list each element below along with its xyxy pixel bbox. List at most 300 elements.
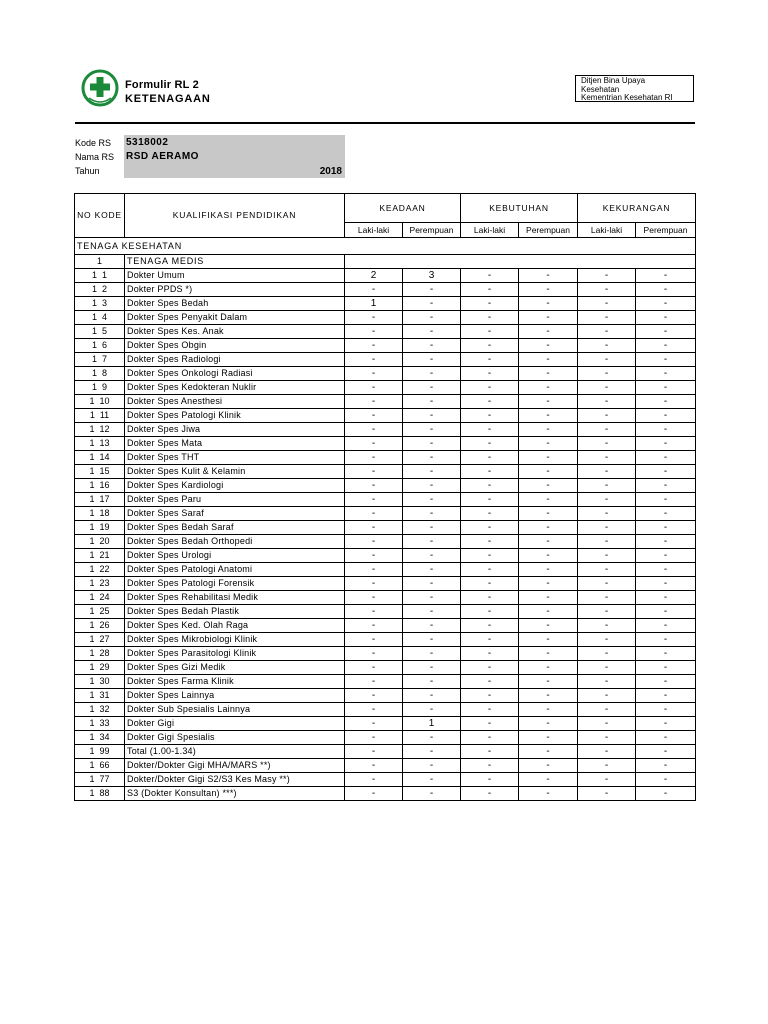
row-value: - (403, 465, 461, 479)
row-value: - (578, 591, 636, 605)
row-value: - (519, 689, 578, 703)
row-code: 1 29 (75, 661, 125, 675)
row-value: - (461, 283, 519, 297)
table-row (75, 787, 696, 801)
subsection-label: TENAGA MEDIS (125, 255, 345, 269)
row-qualification: Dokter Spes Farma Klinik (125, 675, 345, 689)
table-row (75, 409, 696, 423)
table-row (75, 437, 696, 451)
row-qualification: Dokter Spes Kes. Anak (125, 325, 345, 339)
row-value: - (461, 535, 519, 549)
row-value: - (461, 577, 519, 591)
row-value: - (519, 787, 578, 801)
row-value: - (636, 451, 696, 465)
row-code: 1 14 (75, 451, 125, 465)
table-row (75, 493, 696, 507)
row-value: - (636, 521, 696, 535)
agency-line: Kesehatan (581, 84, 620, 94)
row-value: - (461, 661, 519, 675)
header-divider (75, 122, 695, 124)
row-value: - (461, 787, 519, 801)
table-row (75, 479, 696, 493)
row-qualification: Dokter Spes Ked. Olah Raga (125, 619, 345, 633)
row-value: - (578, 283, 636, 297)
row-value: - (345, 703, 403, 717)
tahun-value: 2018 (319, 166, 342, 177)
row-value: - (578, 297, 636, 311)
row-value: - (461, 353, 519, 367)
row-value: - (403, 787, 461, 801)
row-qualification: Dokter Spes Gizi Medik (125, 661, 345, 675)
row-value: - (578, 661, 636, 675)
row-qualification: Dokter Spes Mikrobiologi Klinik (125, 633, 345, 647)
row-code: 1 25 (75, 605, 125, 619)
row-value: - (578, 493, 636, 507)
row-value: - (461, 381, 519, 395)
row-value: - (461, 773, 519, 787)
row-qualification: Dokter Spes Obgin (125, 339, 345, 353)
row-value: - (345, 367, 403, 381)
row-value: - (461, 633, 519, 647)
sub-laki: Laki-laki (461, 223, 519, 238)
row-value: 3 (403, 269, 461, 283)
row-value: - (636, 703, 696, 717)
row-value: - (636, 325, 696, 339)
table-row (75, 395, 696, 409)
row-value: - (578, 325, 636, 339)
row-value: - (519, 577, 578, 591)
row-value: - (519, 297, 578, 311)
row-qualification: Dokter Umum (125, 269, 345, 283)
row-value: - (519, 703, 578, 717)
table-row (75, 535, 696, 549)
row-code: 1 9 (75, 381, 125, 395)
sub-laki: Laki-laki (345, 223, 403, 238)
row-value: - (519, 381, 578, 395)
row-value: - (461, 605, 519, 619)
row-value: - (461, 493, 519, 507)
row-value: - (461, 563, 519, 577)
row-value: - (578, 269, 636, 283)
kode-value: 5318002 (126, 137, 169, 148)
row-value: - (345, 731, 403, 745)
table-row (75, 339, 696, 353)
row-value: 1 (345, 297, 403, 311)
row-qualification: Dokter Spes Penyakit Dalam (125, 311, 345, 325)
row-value: - (461, 311, 519, 325)
row-qualification: Dokter Spes Bedah (125, 297, 345, 311)
row-value: - (403, 661, 461, 675)
row-value: - (345, 381, 403, 395)
row-value: - (578, 787, 636, 801)
row-value: - (345, 577, 403, 591)
row-value: - (403, 409, 461, 423)
row-value: - (403, 297, 461, 311)
row-value: - (345, 773, 403, 787)
row-value: - (636, 717, 696, 731)
row-value: - (636, 661, 696, 675)
row-code: 1 20 (75, 535, 125, 549)
table-row (75, 675, 696, 689)
row-value: - (519, 633, 578, 647)
row-value: - (403, 731, 461, 745)
row-value: - (578, 479, 636, 493)
table-row (75, 633, 696, 647)
row-value: - (345, 325, 403, 339)
row-value: - (578, 717, 636, 731)
row-value: - (345, 689, 403, 703)
row-code: 1 11 (75, 409, 125, 423)
col-no-kode: NO KODE (75, 194, 125, 238)
row-qualification: Dokter Spes Saraf (125, 507, 345, 521)
row-value: - (461, 647, 519, 661)
row-value: - (403, 479, 461, 493)
row-value: - (636, 745, 696, 759)
table-row (75, 423, 696, 437)
table-row (75, 647, 696, 661)
row-value: - (345, 759, 403, 773)
row-value: - (461, 269, 519, 283)
row-value: - (403, 311, 461, 325)
row-code: 1 77 (75, 773, 125, 787)
row-qualification: Dokter Spes Paru (125, 493, 345, 507)
sub-perempuan: Perempuan (519, 223, 578, 238)
row-value: - (403, 339, 461, 353)
row-value: - (345, 549, 403, 563)
table-row (75, 269, 696, 283)
row-value: - (345, 283, 403, 297)
table-row (75, 297, 696, 311)
row-value: - (519, 549, 578, 563)
table-row (75, 731, 696, 745)
row-value: - (636, 493, 696, 507)
row-code: 1 21 (75, 549, 125, 563)
table-row (75, 325, 696, 339)
row-value: - (636, 605, 696, 619)
row-value: - (403, 437, 461, 451)
row-value: - (519, 423, 578, 437)
row-code: 1 30 (75, 675, 125, 689)
row-code: 1 28 (75, 647, 125, 661)
row-qualification: Dokter Spes Patologi Anatomi (125, 563, 345, 577)
row-value: - (461, 437, 519, 451)
table-row (75, 549, 696, 563)
row-qualification: Dokter Spes Radiologi (125, 353, 345, 367)
row-code: 1 12 (75, 423, 125, 437)
row-value: - (403, 521, 461, 535)
row-value: - (519, 395, 578, 409)
row-value: - (345, 423, 403, 437)
table-row (75, 507, 696, 521)
row-value: - (461, 409, 519, 423)
row-code: 1 32 (75, 703, 125, 717)
row-value: - (345, 339, 403, 353)
row-value: - (519, 507, 578, 521)
row-value: - (636, 563, 696, 577)
ketenagaan-table (74, 193, 696, 801)
row-value: - (461, 745, 519, 759)
row-value: - (345, 633, 403, 647)
row-value: - (519, 535, 578, 549)
row-value: - (578, 605, 636, 619)
row-value: 2 (345, 269, 403, 283)
form-title: Formulir RL 2 (125, 79, 199, 91)
row-value: - (519, 563, 578, 577)
row-value: - (636, 689, 696, 703)
row-value: - (636, 535, 696, 549)
row-value: - (461, 325, 519, 339)
row-code: 1 6 (75, 339, 125, 353)
row-value: - (461, 549, 519, 563)
row-qualification: Dokter Spes THT (125, 451, 345, 465)
agency-box (575, 75, 694, 102)
row-code: 1 33 (75, 717, 125, 731)
row-value: - (578, 521, 636, 535)
row-value: - (519, 269, 578, 283)
section-label: TENAGA KESEHATAN (75, 238, 696, 255)
row-value: - (345, 745, 403, 759)
row-value: - (403, 493, 461, 507)
row-value: - (578, 703, 636, 717)
row-value: - (636, 367, 696, 381)
row-qualification: Dokter Spes Bedah Plastik (125, 605, 345, 619)
row-code: 1 26 (75, 619, 125, 633)
row-value: - (636, 787, 696, 801)
row-value: - (403, 675, 461, 689)
row-value: - (461, 339, 519, 353)
row-code: 1 19 (75, 521, 125, 535)
row-value: - (578, 563, 636, 577)
table-row (75, 521, 696, 535)
row-value: - (403, 325, 461, 339)
table-row (75, 661, 696, 675)
row-value: - (519, 325, 578, 339)
subsection-blank (345, 255, 696, 269)
agency-line: Kementrian Kesehatan RI (581, 93, 673, 102)
row-value: - (578, 689, 636, 703)
row-value: - (403, 591, 461, 605)
row-value: - (578, 773, 636, 787)
row-code: 1 7 (75, 353, 125, 367)
row-value: - (636, 269, 696, 283)
row-value: - (345, 507, 403, 521)
table-row (75, 591, 696, 605)
row-qualification: Dokter Gigi (125, 717, 345, 731)
row-value: - (578, 731, 636, 745)
table-row (75, 605, 696, 619)
row-value: - (636, 647, 696, 661)
row-value: - (345, 451, 403, 465)
row-value: - (403, 395, 461, 409)
row-value: - (636, 423, 696, 437)
sub-perempuan: Perempuan (636, 223, 696, 238)
row-value: - (461, 521, 519, 535)
table-row (75, 745, 696, 759)
row-value: - (519, 493, 578, 507)
row-value: - (636, 311, 696, 325)
row-value: - (461, 395, 519, 409)
row-value: - (578, 367, 636, 381)
row-value: - (519, 745, 578, 759)
row-qualification: Dokter Spes Parasitologi Klinik (125, 647, 345, 661)
row-qualification: Dokter Spes Jiwa (125, 423, 345, 437)
row-value: - (345, 465, 403, 479)
table-row (75, 353, 696, 367)
row-value: - (636, 479, 696, 493)
row-value: - (461, 689, 519, 703)
row-qualification: Dokter Spes Patologi Forensik (125, 577, 345, 591)
row-value: - (403, 633, 461, 647)
row-value: - (578, 759, 636, 773)
row-value: - (636, 297, 696, 311)
row-value: - (578, 465, 636, 479)
row-value: - (519, 353, 578, 367)
row-value: - (461, 507, 519, 521)
row-value: - (461, 675, 519, 689)
row-value: - (636, 353, 696, 367)
row-value: 1 (403, 717, 461, 731)
row-value: - (519, 451, 578, 465)
row-value: - (403, 703, 461, 717)
row-value: - (519, 479, 578, 493)
row-value: - (345, 619, 403, 633)
row-value: - (403, 507, 461, 521)
row-qualification: Dokter Spes Mata (125, 437, 345, 451)
row-code: 1 18 (75, 507, 125, 521)
row-qualification: Dokter PPDS *) (125, 283, 345, 297)
row-value: - (636, 577, 696, 591)
row-qualification: Dokter Spes Urologi (125, 549, 345, 563)
row-value: - (578, 745, 636, 759)
table-row (75, 577, 696, 591)
row-value: - (519, 339, 578, 353)
row-value: - (636, 549, 696, 563)
row-value: - (636, 759, 696, 773)
row-value: - (578, 311, 636, 325)
row-value: - (578, 647, 636, 661)
row-qualification: Dokter Spes Onkologi Radiasi (125, 367, 345, 381)
row-value: - (636, 437, 696, 451)
group-kebutuhan: KEBUTUHAN (461, 194, 578, 223)
row-value: - (403, 353, 461, 367)
row-value: - (578, 353, 636, 367)
row-value: - (461, 297, 519, 311)
row-value: - (636, 283, 696, 297)
row-value: - (636, 409, 696, 423)
row-value: - (636, 731, 696, 745)
row-value: - (578, 507, 636, 521)
row-value: - (345, 409, 403, 423)
row-value: - (461, 479, 519, 493)
row-value: - (461, 465, 519, 479)
row-qualification: Total (1.00-1.34) (125, 745, 345, 759)
row-code: 1 27 (75, 633, 125, 647)
kemenkes-logo-icon (80, 68, 120, 108)
row-value: - (519, 605, 578, 619)
row-value: - (461, 451, 519, 465)
row-value: - (461, 703, 519, 717)
row-qualification: Dokter Spes Rehabilitasi Medik (125, 591, 345, 605)
row-value: - (403, 689, 461, 703)
row-value: - (403, 647, 461, 661)
row-value: - (461, 591, 519, 605)
row-value: - (519, 311, 578, 325)
row-value: - (403, 745, 461, 759)
row-value: - (636, 465, 696, 479)
row-value: - (403, 605, 461, 619)
row-qualification: Dokter Spes Patologi Klinik (125, 409, 345, 423)
table-row (75, 689, 696, 703)
row-value: - (461, 759, 519, 773)
row-code: 1 13 (75, 437, 125, 451)
row-value: - (519, 283, 578, 297)
row-qualification: Dokter/Dokter Gigi S2/S3 Kes Masy **) (125, 773, 345, 787)
subsection-no: 1 (75, 255, 125, 269)
row-value: - (519, 717, 578, 731)
row-value: - (578, 451, 636, 465)
row-value: - (345, 353, 403, 367)
row-value: - (345, 675, 403, 689)
row-code: 1 2 (75, 283, 125, 297)
tahun-label: Tahun (75, 166, 100, 176)
table-row (75, 367, 696, 381)
row-value: - (519, 661, 578, 675)
row-value: - (519, 591, 578, 605)
table-row (75, 717, 696, 731)
row-code: 1 1 (75, 269, 125, 283)
row-value: - (519, 409, 578, 423)
row-value: - (345, 311, 403, 325)
table-row (75, 563, 696, 577)
row-value: - (578, 549, 636, 563)
row-value: - (519, 437, 578, 451)
row-value: - (345, 535, 403, 549)
row-code: 1 66 (75, 759, 125, 773)
row-code: 1 31 (75, 689, 125, 703)
table-row (75, 619, 696, 633)
row-value: - (578, 535, 636, 549)
row-qualification: Dokter Spes Kulit & Kelamin (125, 465, 345, 479)
row-value: - (403, 283, 461, 297)
row-value: - (636, 339, 696, 353)
row-value: - (403, 759, 461, 773)
sub-perempuan: Perempuan (403, 223, 461, 238)
row-value: - (578, 409, 636, 423)
table-row (75, 773, 696, 787)
row-value: - (519, 521, 578, 535)
row-value: - (578, 577, 636, 591)
row-value: - (636, 675, 696, 689)
table-row (75, 759, 696, 773)
row-value: - (519, 773, 578, 787)
row-code: 1 8 (75, 367, 125, 381)
row-value: - (345, 395, 403, 409)
row-value: - (345, 591, 403, 605)
row-code: 1 34 (75, 731, 125, 745)
row-code: 1 17 (75, 493, 125, 507)
row-value: - (578, 339, 636, 353)
row-value: - (636, 633, 696, 647)
row-qualification: Dokter Gigi Spesialis (125, 731, 345, 745)
row-value: - (345, 661, 403, 675)
table-row (75, 703, 696, 717)
row-value: - (403, 563, 461, 577)
col-kualifikasi: KUALIFIKASI PENDIDIKAN (125, 194, 345, 238)
row-value: - (519, 731, 578, 745)
row-qualification: Dokter Spes Kedokteran Nuklir (125, 381, 345, 395)
form-subtitle: KETENAGAAN (125, 93, 211, 105)
row-qualification: Dokter Spes Kardiologi (125, 479, 345, 493)
